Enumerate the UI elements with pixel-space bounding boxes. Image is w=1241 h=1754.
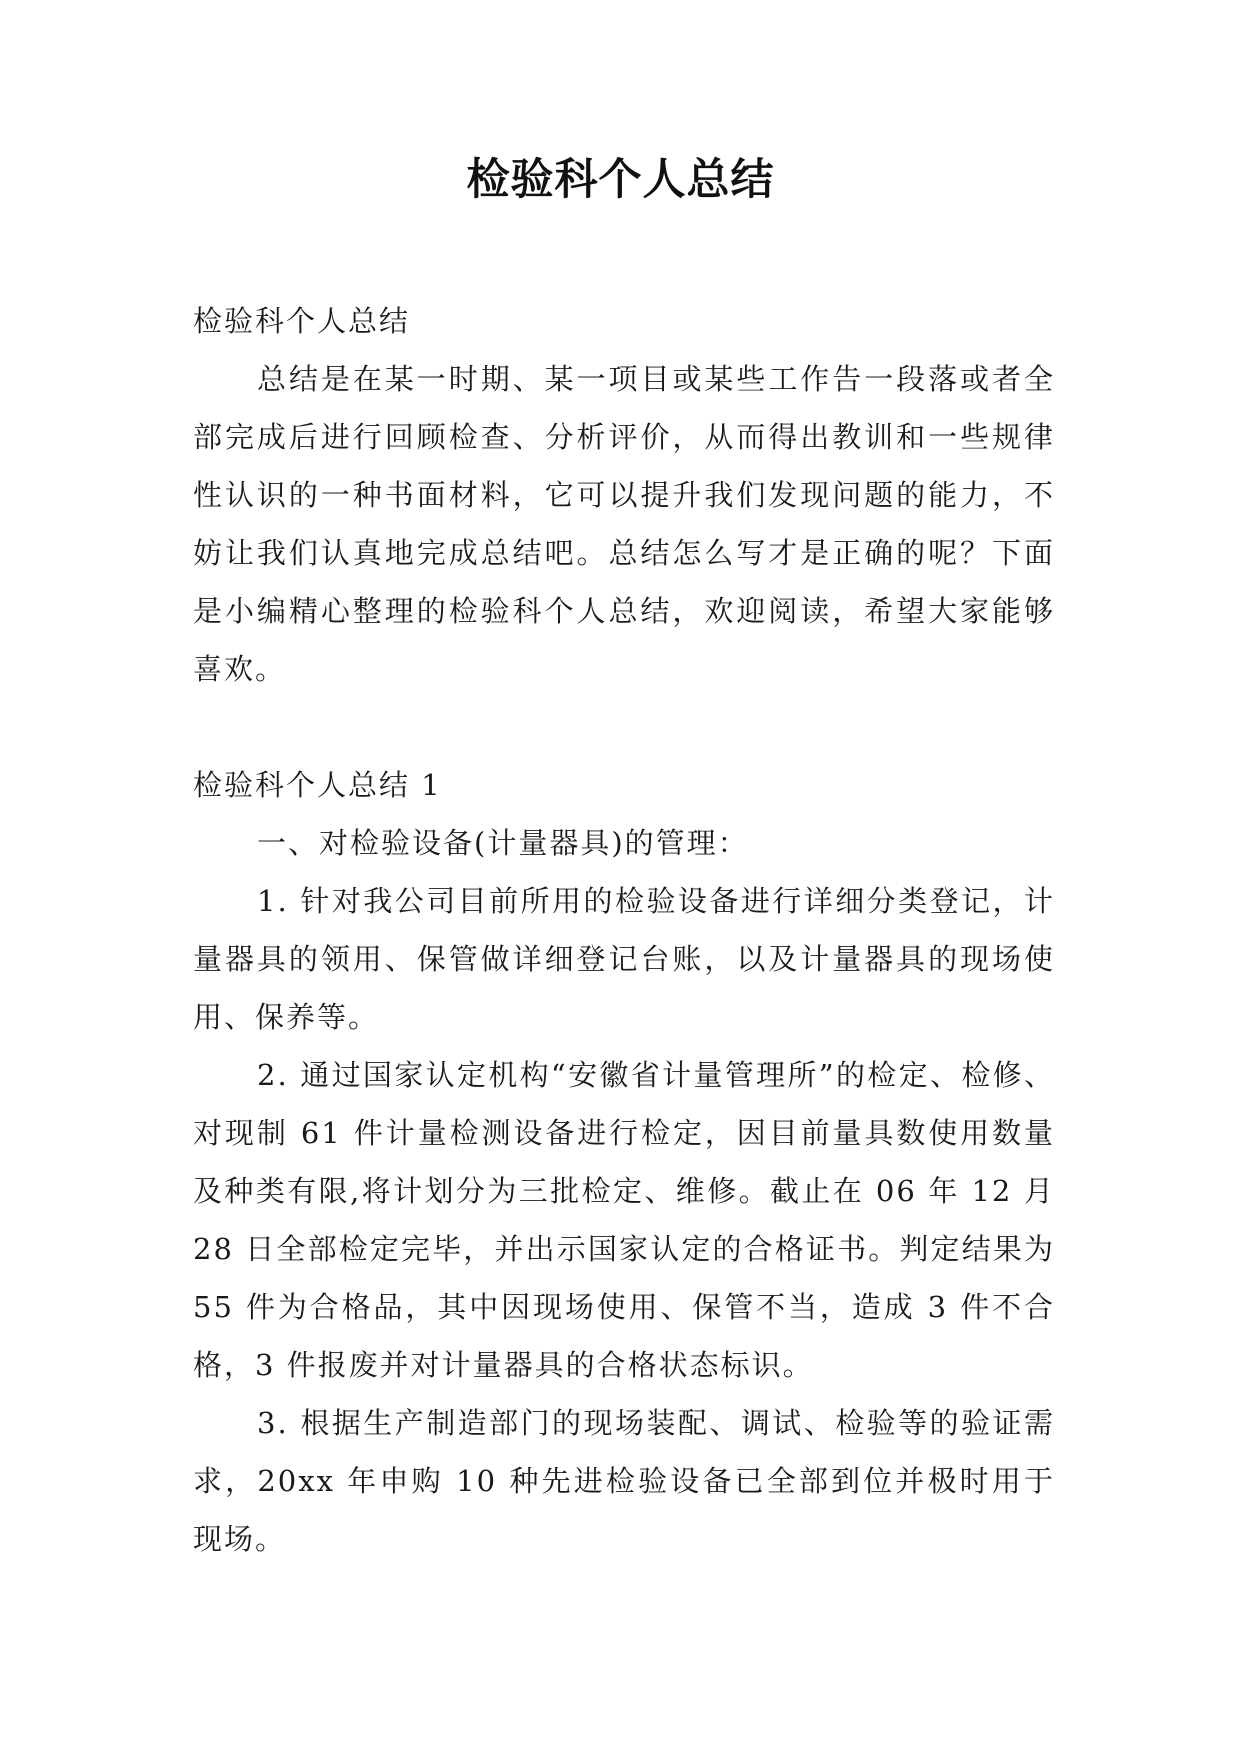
document-title: 检验科个人总结 [466, 155, 775, 205]
section-1-subheading: 一、对检验设备(计量器具)的管理： [257, 826, 749, 860]
section-1-heading: 检验科个人总结 1 [193, 768, 442, 802]
intro-paragraph: 总结是在某一时期、某一项目或某些工作告一段落或者全部完成后进行回顾检查、分析评价，从而得出教训和一些规律性认识的一种书面材料，它可以提升我们发现问题的能力，不妨让我们认真地完成总结吧。总结怎么写才是正确的呢？下面是小编精心整理的检验科个人总结，欢迎阅读，希望大家能够喜欢。 [193, 362, 1055, 686]
item-2-paragraph: 2. 通过国家认定机构“安徽省计量管理所”的检定、检修、对现制 61 件计量检测设备进行检定，因目前量具数使用数量及种类有限,将计划分为三批检定、维修。截止在 06 年 12 月 28 日全部检定完毕，并出示国家认定的合格证书。判定结果为 55 件为合格品，其中因现场使用、保管不当，造成 3 件不合格，3 件报废并对计量器具的合格状态标识。 [193, 1058, 1055, 1382]
document-body [193, 292, 1055, 1568]
item-1-paragraph: 1. 针对我公司目前所用的检验设备进行详细分类登记，计量器具的领用、保管做详细登记台账，以及计量器具的现场使用、保养等。 [193, 884, 1055, 1034]
intro-heading: 检验科个人总结 [193, 304, 411, 338]
item-3-paragraph: 3. 根据生产制造部门的现场装配、调试、检验等的验证需求，20xx 年申购 10 种先进检验设备已全部到位并极时用于现场。 [193, 1406, 1055, 1556]
